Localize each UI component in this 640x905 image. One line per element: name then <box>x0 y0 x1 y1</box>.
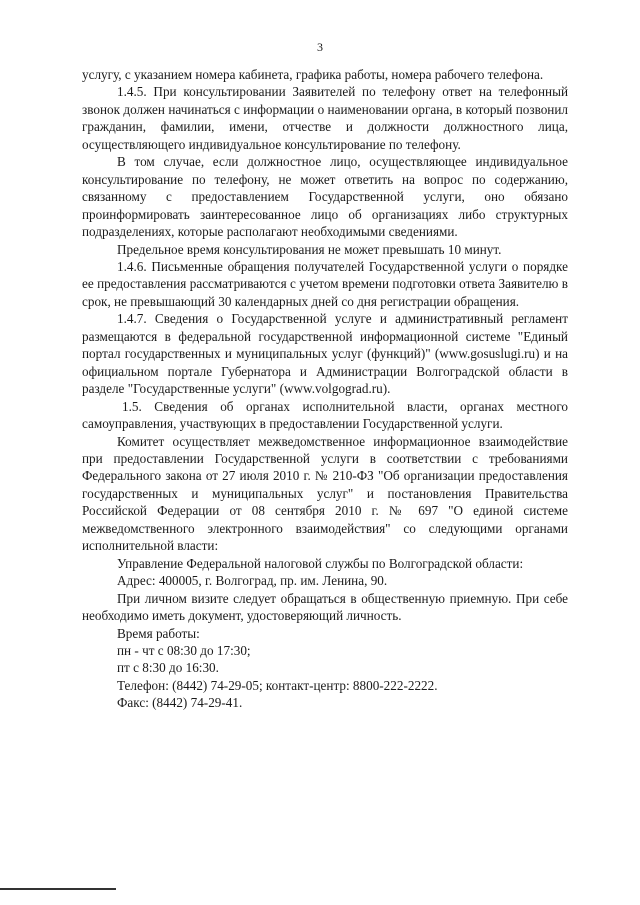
footnote-rule <box>0 888 116 890</box>
paragraph-1-4-5: 1.4.5. При консультировании Заявителей по телефону ответ на телефонный звонок должен начинаться с информации о наименовании органа, в который позвонил гражданин, фамилии, имени, отчестве и должности должностного лица, осуществляющего индивидуальное консультирование по телефону. <box>82 84 568 152</box>
paragraph-consultation-case: В том случае, если должностное лицо, осуществляющее индивидуальное консультирование по телефону, не может ответить на вопрос по содержанию, связанному с предоставлением Государственной услуги, оно обязано проинформировать заинтересованное лицо об организациях либо структурных подразделениях, которые располагают необходимыми сведениями. <box>82 154 568 240</box>
paragraph-committee: Комитет осуществляет межведомственное информационное взаимодействие при предоставлении Государственной услуги в соответствии с требованиями Федерального закона от 27 июля 2010 г. № 210-ФЗ "Об организации предоставления государственных и муниципальных услуг" и постановления Правительства Российской Федерации от 08 сентября 2010 г. № 697 "О единой системе межведомственного электронного взаимодействия" со следующими органами исполнительной власти: <box>82 433 568 554</box>
fax-line: Факс: (8442) 74-29-41. <box>117 695 243 711</box>
paragraph-time-limit: Предельное время консультирования не может превышать 10 минут. <box>117 241 502 257</box>
paragraph-continuation: услугу, с указанием номера кабинета, графика работы, номера рабочего телефона. <box>82 67 544 82</box>
paragraph-visit: При личном визите следует обращаться в общественную приемную. При себе необходимо иметь документ, удостоверяющий личность. <box>82 590 568 624</box>
address-line: Адрес: 400005, г. Волгоград, пр. им. Ленина, 90. <box>117 573 388 589</box>
schedule-label: Время работы: <box>117 625 200 641</box>
paragraph-1-4-6: 1.4.6. Письменные обращения получателей Государственной услуги о порядке ее предоставления рассматриваются с учетом времени подготовки ответа Заявителю в срок, не превышающий 30 календарных дней со дня регистрации обращения. <box>82 258 568 309</box>
paragraph-1-4-7: 1.4.7. Сведения о Государственной услуге и административный регламент размещаются в федеральной государственной информационной системе "Единый портал государственных и муниципальных услуг (функций)" (www.gosuslugi.ru) и на официальном портале Губернатора и Администрации Волгоградской области в разделе "Государственные услуги" (www.volgograd.ru). <box>82 311 568 397</box>
schedule-friday: пт с 8:30 до 16:30. <box>117 660 219 676</box>
paragraph-1-5: 1.5. Сведения об органах исполнительной власти, органах местного самоуправления, участвующих в предоставлении Государственной услуги. <box>82 398 568 432</box>
schedule-weekdays: пн - чт с 08:30 до 17:30; <box>117 642 251 658</box>
paragraph-tax-office: Управление Федеральной налоговой службы по Волгоградской области: <box>117 555 524 571</box>
page-number: 3 <box>317 40 323 54</box>
document-body <box>82 66 568 712</box>
phone-line: Телефон: (8442) 74-29-05; контакт-центр: 8800-222-2222. <box>117 677 438 693</box>
